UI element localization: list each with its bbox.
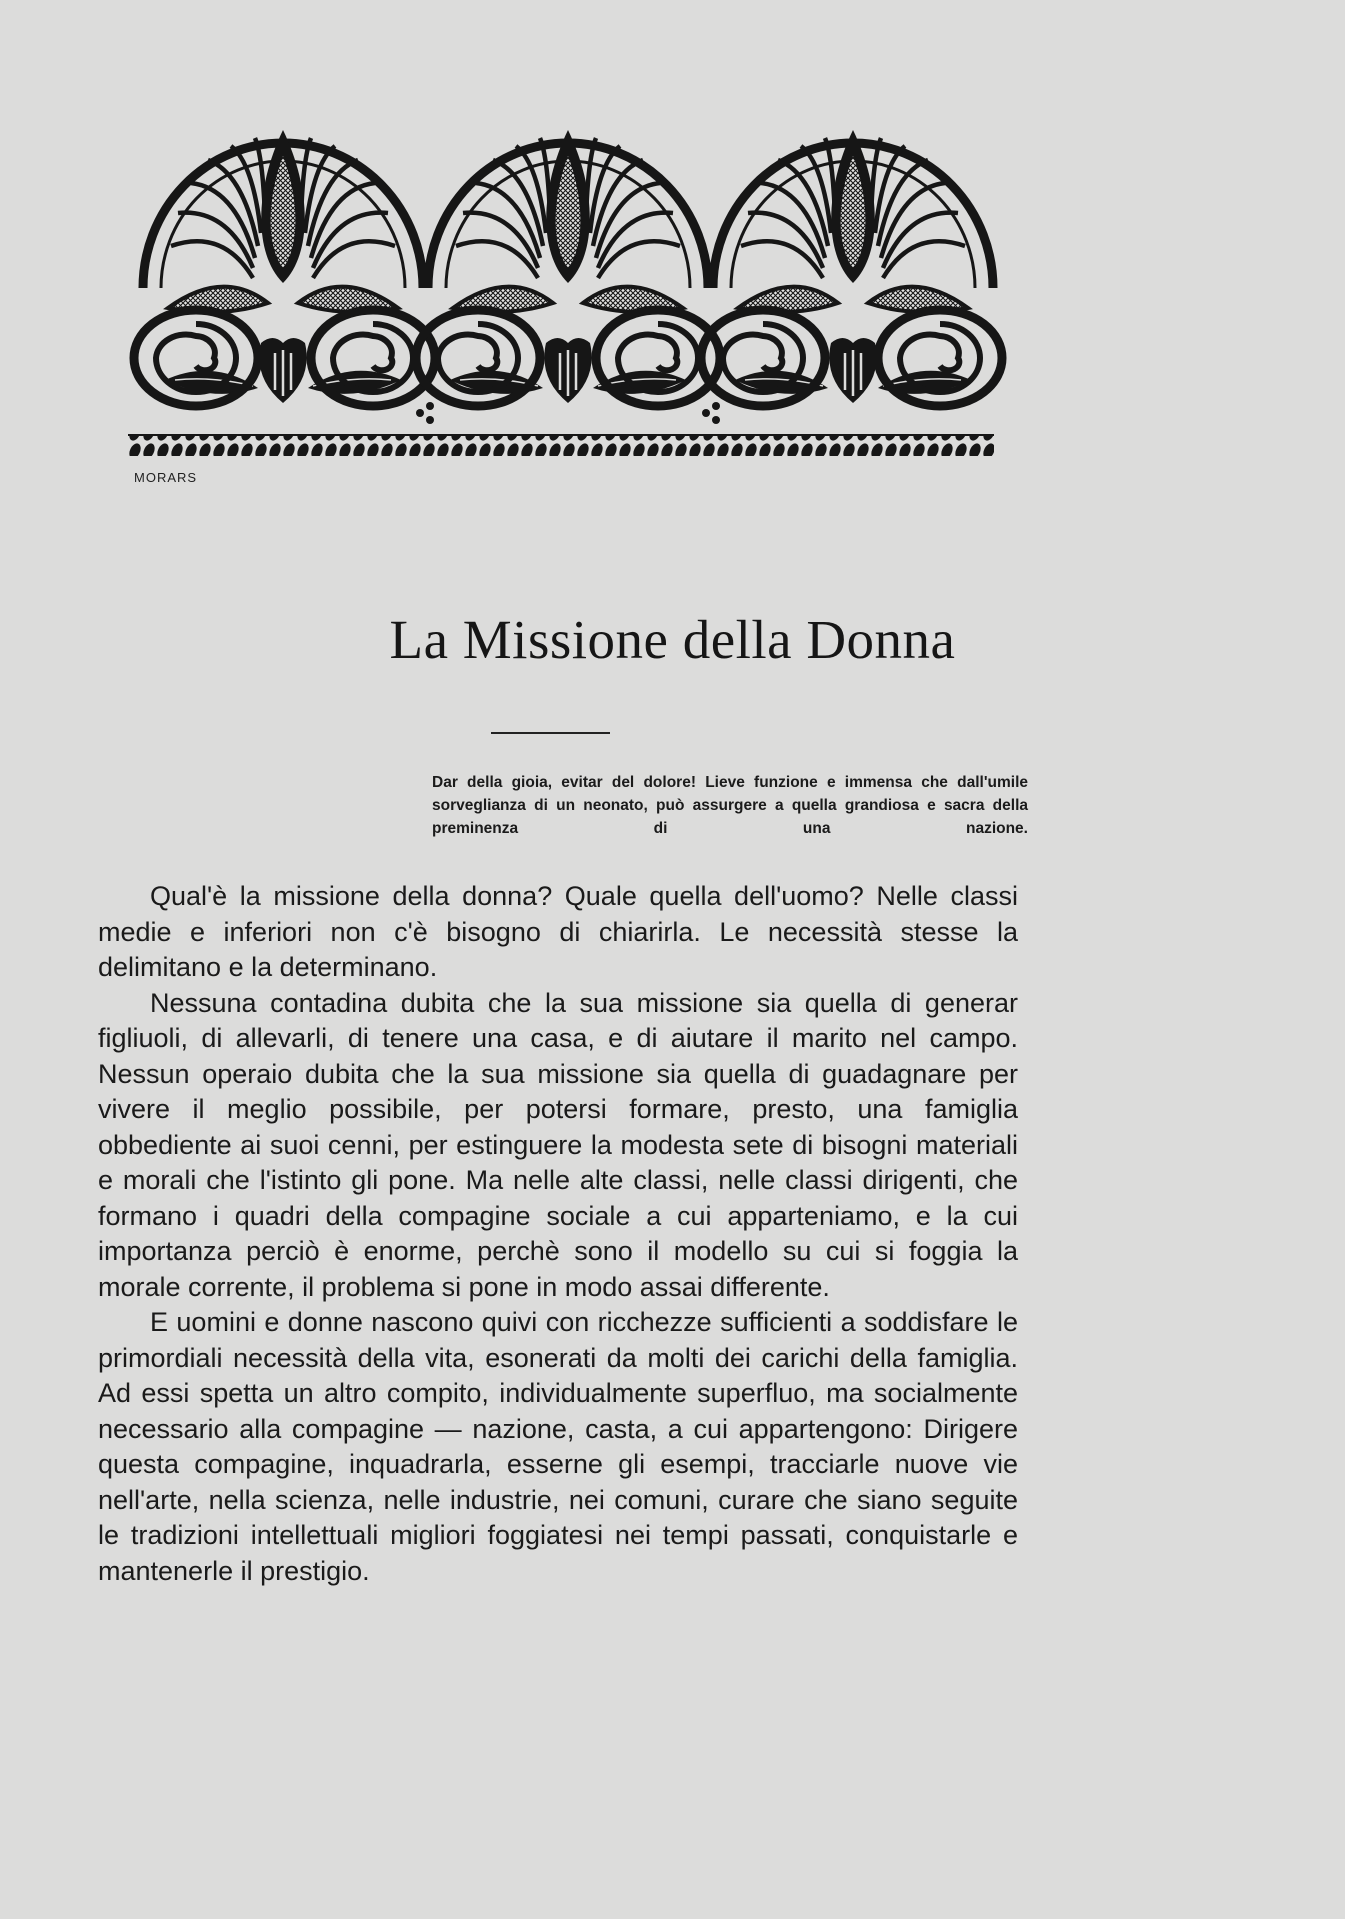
paragraph: Nessuna contadina dubita che la sua missione sia quella di generar figliuoli, di allevarli, di tenere una casa, e di aiutare il marito nel campo. Nessun operaio dubita che la sua missione sia quella di guadagnare per vivere il meglio possibile, per potersi formare, presto, una famiglia obbediente ai suoi cenni, per estinguere la modesta sete di bisogni materiali e morali che l'istinto gli pone. Ma nelle alte classi, nelle classi dirigenti, che formano i quadri della compagine sociale a cui apparteniamo, e la cui importanza perciò è enorme, perchè sono il modello su cui si foggia la morale corrente, il problema si pone in modo assai differente. [98, 987, 1018, 1302]
article-body [98, 879, 1018, 1589]
decorative-palmette-border [128, 118, 1008, 478]
article-title: La Missione della Donna [389, 609, 956, 670]
engraver-signature: MORARS [134, 470, 198, 485]
epigraph [432, 771, 1028, 840]
paragraph: Qual'è la missione della donna? Quale quella dell'uomo? Nelle classi medie e inferiori non c'è bisogno di chiarirla. Le necessità stesse la delimitano e la determinano. [98, 881, 1018, 982]
title-rule [491, 732, 610, 734]
paragraph: E uomini e donne nascono quivi con ricchezze sufficienti a soddisfare le primordiali necessità della vita, esonerati da molti dei carichi della famiglia. Ad essi spetta un altro compito, individualmente superfluo, ma socialmente necessario alla compagine — nazione, casta, a cui appartengono: Dirigere questa compagine, inquadrarla, esserne gli esempi, tracciarle nuove vie nell'arte, nella scienza, nelle industrie, nei comuni, curare che siano seguite le tradizioni intellettuali migliori foggiatesi nei tempi passati, conquistarle e mantenerle il prestigio. [98, 1307, 1018, 1586]
epigraph-text: Dar della gioia, evitar del dolore! Lieve funzione e immensa che dall'umile sorveglianza di un neonato, può assurgere a quella grandiosa e sacra della preminenza di una nazione. [432, 774, 1028, 837]
